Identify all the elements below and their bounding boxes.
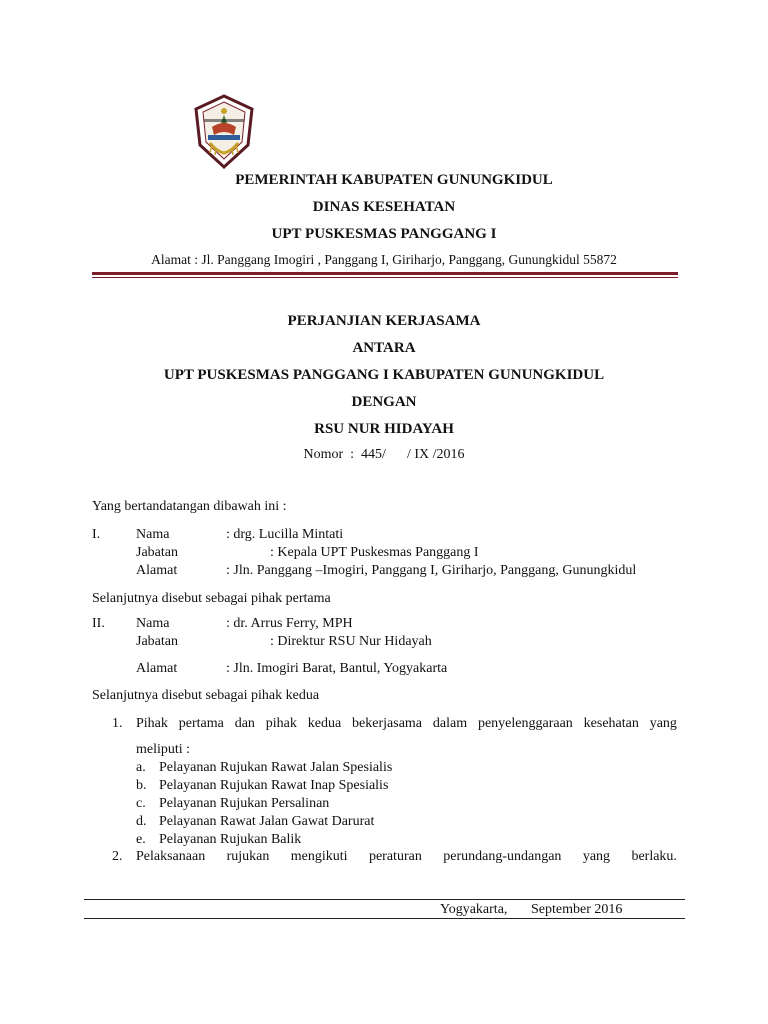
service-item-letter: c. bbox=[136, 796, 146, 811]
party2-name-value: : dr. Arrus Ferry, MPH bbox=[226, 616, 353, 631]
clause2-word: yang bbox=[582, 849, 611, 864]
intro-text: Yang bertandatangan dibawah ini : bbox=[92, 499, 287, 514]
clause2-word: perundang-undangan bbox=[443, 849, 562, 864]
regency-crest-logo bbox=[190, 93, 258, 169]
title-agreement: PERJANJIAN KERJASAMA bbox=[287, 313, 481, 329]
party2-position-label: Jabatan bbox=[136, 634, 178, 649]
party1-name-label: Nama bbox=[136, 527, 170, 542]
party1-position-label: Jabatan bbox=[136, 545, 178, 560]
clause1-continuation: meliputi : bbox=[136, 742, 191, 757]
clause1-word: dan bbox=[234, 716, 255, 731]
clause1-word: pertama bbox=[178, 716, 224, 731]
service-item-text: Pelayanan Rujukan Rawat Inap Spesialis bbox=[159, 778, 389, 793]
page-break-line-top bbox=[84, 899, 685, 900]
clause2-line bbox=[136, 849, 677, 865]
letterhead-address: Alamat : Jl. Panggang Imogiri , Panggang I, Giriharjo, Panggang, Gunungkidul 55872 bbox=[151, 252, 617, 267]
clause1-line bbox=[136, 716, 677, 732]
signature-date: September 2016 bbox=[531, 902, 623, 917]
service-item-text: Pelayanan Rujukan Balik bbox=[159, 832, 302, 847]
party2-address-value: : Jln. Imogiri Barat, Bantul, Yogyakarta bbox=[226, 661, 448, 676]
service-item-text: Pelayanan Rujukan Persalinan bbox=[159, 796, 330, 811]
clause1-word: kedua bbox=[307, 716, 342, 731]
title-party-two: RSU NUR HIDAYAH bbox=[314, 421, 454, 437]
party1-address-value: : Jln. Panggang –Imogiri, Panggang I, Giriharjo, Panggang, Gunungkidul bbox=[226, 563, 637, 578]
document-number: Nomor : 445/ / IX /2016 bbox=[303, 447, 465, 462]
clause1-word: bekerjasama bbox=[352, 716, 423, 731]
letterhead-department: DINAS KESEHATAN bbox=[312, 199, 456, 215]
title-with: DENGAN bbox=[351, 394, 417, 410]
party1-address-label: Alamat bbox=[136, 563, 178, 578]
party1-name-value: : drg. Lucilla Mintati bbox=[226, 527, 344, 542]
service-item-letter: d. bbox=[136, 814, 147, 829]
title-between: ANTARA bbox=[352, 340, 416, 356]
clause1-word: yang bbox=[649, 716, 677, 731]
clause2-word: Pelaksanaan bbox=[136, 849, 206, 864]
letterhead-institution: UPT PUSKESMAS PANGGANG I bbox=[271, 226, 497, 242]
title-party-one: UPT PUSKESMAS PANGGANG I KABUPATEN GUNUNGKIDUL bbox=[163, 367, 605, 383]
clause2-word: berlaku. bbox=[631, 849, 677, 864]
party2-numeral: II. bbox=[92, 616, 105, 631]
clause2-word: mengikuti bbox=[290, 849, 348, 864]
clause1-word: penyelenggaraan bbox=[477, 716, 573, 731]
clause1-word: dalam bbox=[432, 716, 468, 731]
party2-closing: Selanjutnya disebut sebagai pihak kedua bbox=[92, 688, 320, 703]
clause2-number: 2. bbox=[112, 849, 123, 864]
letterhead-divider-thin bbox=[92, 277, 678, 278]
service-item-text: Pelayanan Rawat Jalan Gawat Darurat bbox=[159, 814, 375, 829]
service-item-letter: b. bbox=[136, 778, 147, 793]
page-break-line-bottom bbox=[84, 918, 685, 919]
clause1-word: Pihak bbox=[136, 716, 168, 731]
party2-position-value: : Direktur RSU Nur Hidayah bbox=[270, 634, 432, 649]
clause2-word: rujukan bbox=[226, 849, 270, 864]
party2-address-label: Alamat bbox=[136, 661, 178, 676]
clause1-number: 1. bbox=[112, 716, 123, 731]
letterhead-divider-thick bbox=[92, 272, 678, 275]
party2-name-label: Nama bbox=[136, 616, 170, 631]
party1-closing: Selanjutnya disebut sebagai pihak pertama bbox=[92, 591, 331, 606]
clause2-word: peraturan bbox=[368, 849, 422, 864]
service-item-text: Pelayanan Rujukan Rawat Jalan Spesialis bbox=[159, 760, 393, 775]
letterhead-government: PEMERINTAH KABUPATEN GUNUNGKIDUL bbox=[235, 172, 553, 188]
service-item-letter: a. bbox=[136, 760, 146, 775]
party1-position-value: : Kepala UPT Puskesmas Panggang I bbox=[270, 545, 479, 560]
service-item-letter: e. bbox=[136, 832, 146, 847]
party1-numeral: I. bbox=[92, 527, 101, 542]
clause1-word: kesehatan bbox=[583, 716, 639, 731]
clause1-word: pihak bbox=[265, 716, 297, 731]
signature-place: Yogyakarta, bbox=[440, 902, 508, 917]
